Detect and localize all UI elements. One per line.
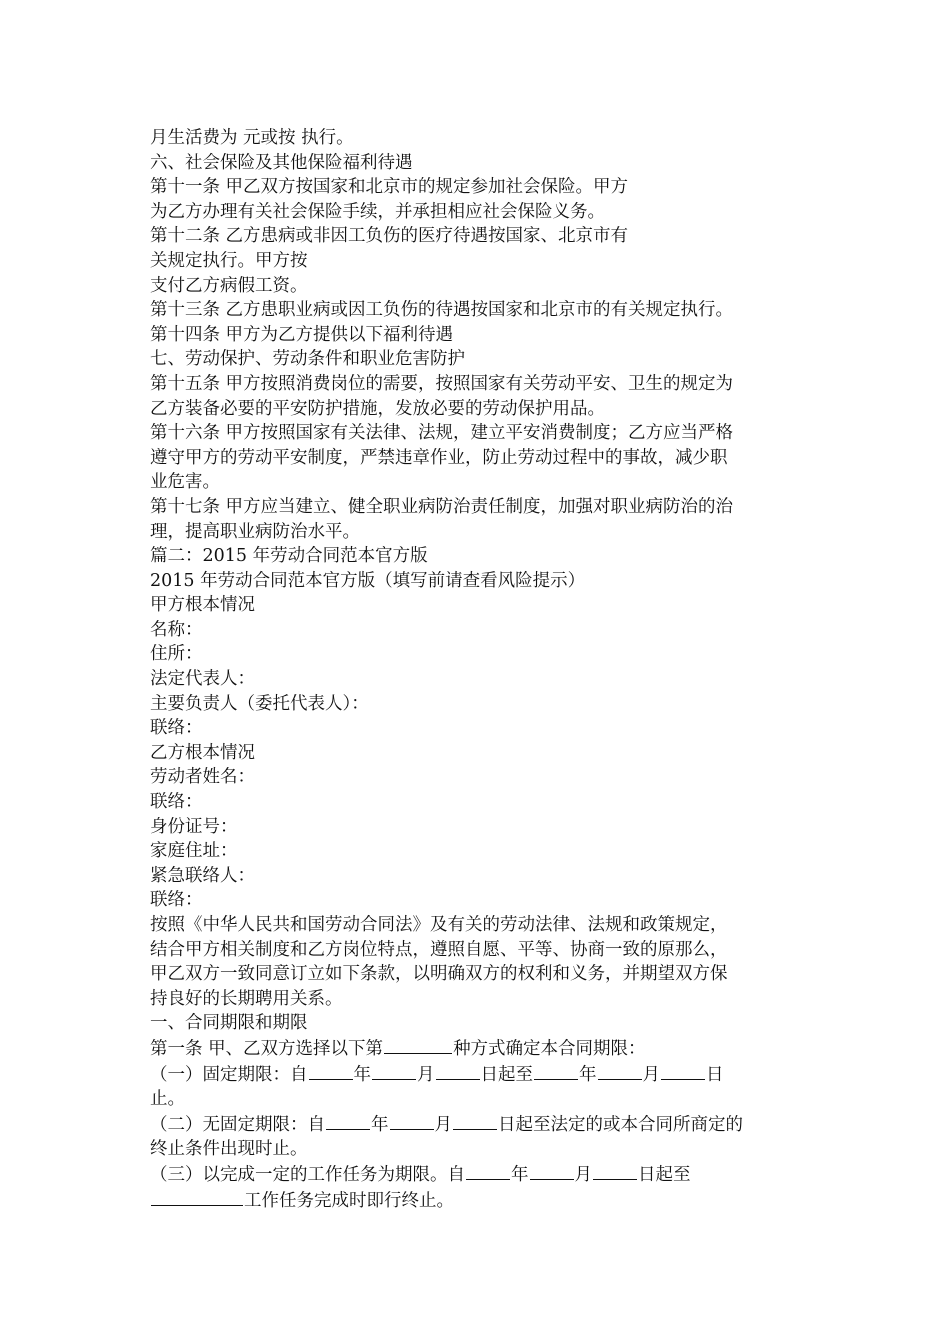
text-line: 为乙方办理有关社会保险手续，并承担相应社会保险义务。: [150, 201, 605, 222]
year-label: 年: [511, 1164, 529, 1185]
article-1-before: 第一条 甲、乙双方选择以下第: [150, 1038, 384, 1059]
blank: [466, 1162, 510, 1180]
text-line: 业危害。: [150, 472, 220, 493]
text-line: 第十二条 乙方患病或非因工负伤的医疗待遇按国家、北京市有: [150, 226, 629, 247]
blank: [530, 1162, 574, 1180]
text-line: 按照《中华人民共和国劳动合同法》及有关的劳动法律、法规和政策规定，: [150, 915, 728, 935]
text-line: 第十五条 甲方按照消费岗位的需要，按照国家有关劳动平安、卫生的规定为: [150, 373, 734, 394]
task-term-cont-line: [150, 1188, 800, 1214]
text-line: 紧急联络人：: [150, 865, 255, 886]
text-line: 支付乙方病假工资。: [150, 275, 308, 296]
open-term-rest: 日起至法定的或本合同所商定的: [498, 1114, 743, 1135]
blank: [598, 1062, 642, 1080]
text-line: 一、合同期限和期限: [150, 1013, 308, 1034]
blank: [390, 1112, 434, 1130]
text-line: 家庭住址：: [150, 841, 238, 862]
year-label: 年: [353, 1064, 371, 1085]
text-line: 结合甲方相关制度和乙方岗位特点，遵照自愿、平等、协商一致的原那么，: [150, 939, 728, 960]
text-line: 名称：: [150, 619, 203, 640]
month-label: 月: [434, 1114, 452, 1135]
blank: [372, 1062, 416, 1080]
task-blank: [151, 1188, 243, 1206]
fixed-term-line: [150, 1062, 800, 1088]
text-line: 遵守甲方的劳动平安制度，严禁违章作业，防止劳动过程中的事故，减少职: [150, 447, 728, 468]
text-line: 联络：: [150, 718, 203, 739]
blank: [436, 1062, 480, 1080]
open-term-cont: 终止条件出现时止。: [150, 1139, 308, 1160]
text-line: 第十七条 甲方应当建立、健全职业病防治责任制度，加强对职业病防治的治: [150, 496, 734, 517]
blank: [661, 1062, 705, 1080]
open-term-line: [150, 1112, 800, 1138]
task-term-prefix: （三）以完成一定的工作任务为期限。自: [150, 1164, 465, 1185]
open-term-prefix: （二）无固定期限：自: [150, 1114, 325, 1135]
text-line: 关规定执行。甲方按: [150, 250, 308, 271]
text-line: 联络：: [150, 792, 203, 813]
text-line: 理，提高职业病防治水平。: [150, 521, 360, 542]
blank: [593, 1162, 637, 1180]
month-label: 月: [417, 1064, 435, 1085]
month-label: 月: [574, 1164, 592, 1185]
document-body: [150, 126, 800, 1213]
text-line: 第十四条 甲方为乙方提供以下福利待遇: [150, 324, 454, 345]
article-1-line: [150, 1036, 800, 1062]
text-line: 七、劳动保护、劳动条件和职业危害防护: [150, 349, 465, 370]
text-line: 住所：: [150, 644, 203, 665]
blank: [453, 1112, 497, 1130]
blank: [309, 1062, 353, 1080]
task-term-line: [150, 1162, 800, 1188]
text-line: 联络：: [150, 890, 203, 911]
fixed-term-cont: 止。: [150, 1089, 185, 1110]
blank: [326, 1112, 370, 1130]
task-term-rest: 日起至: [638, 1164, 691, 1185]
text-line: 甲方根本情况: [150, 595, 255, 616]
document-lines: [150, 126, 800, 1036]
day-from-label: 日起至: [480, 1064, 533, 1085]
text-line: 法定代表人：: [150, 669, 255, 690]
text-line: 月生活费为 元或按 执行。: [150, 128, 354, 148]
text-line: 第十六条 甲方按照国家有关法律、法规，建立平安消费制度；乙方应当严格: [150, 423, 734, 444]
fixed-term-prefix: （一）固定期限：自: [150, 1064, 308, 1085]
method-blank: [384, 1036, 452, 1054]
text-line: 持良好的长期聘用关系。: [150, 988, 343, 1009]
text-line: 乙方根本情况: [150, 742, 255, 763]
text-line: 2015 年劳动合同范本官方版（填写前请查看风险提示）: [150, 570, 586, 591]
text-line: 乙方装备必要的平安防护措施，发放必要的劳动保护用品。: [150, 398, 605, 419]
text-line: 第十三条 乙方患职业病或因工负伤的待遇按国家和北京市的有关规定执行。: [150, 300, 734, 321]
blank: [534, 1062, 578, 1080]
text-line: 六、社会保险及其他保险福利待遇: [150, 152, 413, 173]
year-label: 年: [371, 1114, 389, 1135]
text-line: 篇二：2015 年劳动合同范本官方版: [150, 546, 428, 567]
day-label: 日: [706, 1064, 724, 1085]
text-line: 第十一条 甲乙双方按国家和北京市的规定参加社会保险。甲方: [150, 177, 629, 198]
article-1-after: 种方式确定本合同期限：: [453, 1038, 646, 1059]
text-line: 身份证号：: [150, 816, 238, 837]
month-label: 月: [642, 1064, 660, 1085]
text-line: 主要负责人（委托代表人）：: [150, 693, 369, 714]
text-line: 甲乙双方一致同意订立如下条款，以明确双方的权利和义务，并期望双方保: [150, 964, 728, 985]
year-label: 年: [579, 1064, 597, 1085]
text-line: 劳动者姓名：: [150, 767, 255, 788]
task-term-cont: 工作任务完成时即行终止。: [244, 1190, 454, 1211]
